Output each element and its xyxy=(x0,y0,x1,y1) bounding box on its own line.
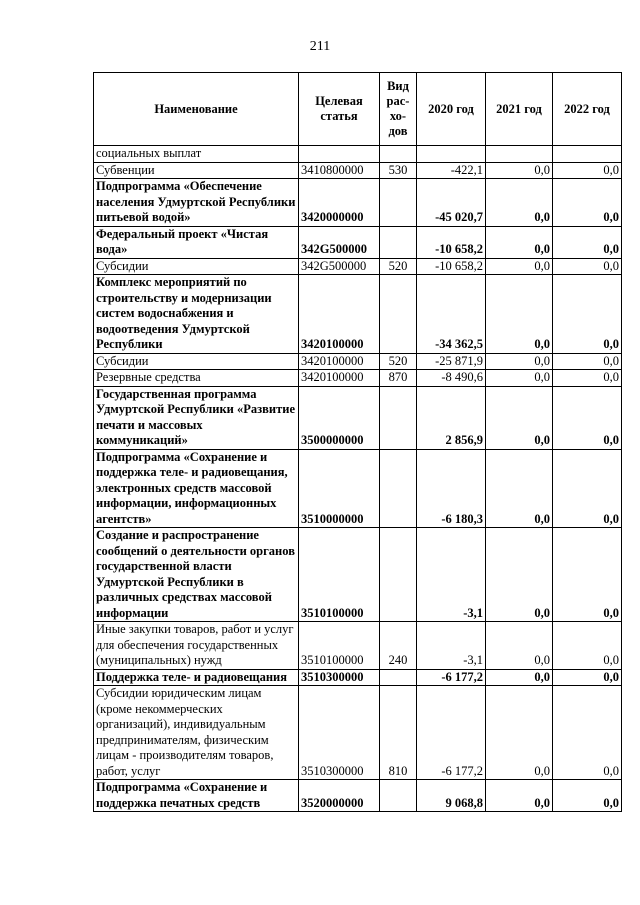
table-row xyxy=(94,162,622,179)
page-number: 211 xyxy=(309,39,331,54)
header-2021: 2021 год xyxy=(486,73,553,146)
cell-y2020: -10 658,2 xyxy=(417,226,486,258)
cell-type xyxy=(380,528,417,622)
cell-type xyxy=(380,669,417,686)
cell-code: 342G500000 xyxy=(299,226,380,258)
table-row xyxy=(94,146,622,163)
cell-code: 3420000000 xyxy=(299,179,380,227)
cell-y2021: 0,0 xyxy=(486,449,553,528)
cell-type: 810 xyxy=(380,686,417,780)
cell-code: 3520000000 xyxy=(299,780,380,812)
table-row xyxy=(94,669,622,686)
table-row xyxy=(94,179,622,227)
cell-y2021: 0,0 xyxy=(486,528,553,622)
cell-y2022: 0,0 xyxy=(553,353,622,370)
cell-name: Федеральный проект «Чистая вода» xyxy=(94,226,299,258)
cell-code: 3500000000 xyxy=(299,386,380,449)
cell-y2022: 0,0 xyxy=(553,622,622,670)
cell-type: 520 xyxy=(380,353,417,370)
cell-code: 3510300000 xyxy=(299,686,380,780)
header-code: Целевая статья xyxy=(299,73,380,146)
table-row xyxy=(94,353,622,370)
cell-y2020: -6 180,3 xyxy=(417,449,486,528)
budget-table xyxy=(93,72,622,812)
cell-y2021: 0,0 xyxy=(486,780,553,812)
header-row xyxy=(94,73,622,146)
cell-y2021: 0,0 xyxy=(486,386,553,449)
cell-code: 3410800000 xyxy=(299,162,380,179)
cell-name: Субсидии xyxy=(94,258,299,275)
table-row xyxy=(94,275,622,354)
cell-y2020: -8 490,6 xyxy=(417,370,486,387)
cell-y2022: 0,0 xyxy=(553,528,622,622)
cell-name: Комплекс мероприятий по строительству и модернизации систем водоснабжения и водоотведения Удмуртской Республики xyxy=(94,275,299,354)
cell-name: Подпрограмма «Сохранение и поддержка теле- и радиовещания, электронных средств массовой информации, информационных агентств» xyxy=(94,449,299,528)
cell-y2021: 0,0 xyxy=(486,258,553,275)
cell-y2022: 0,0 xyxy=(553,669,622,686)
cell-y2022: 0,0 xyxy=(553,275,622,354)
cell-name: Субсидии юридическим лицам (кроме некоммерческих организаций), индивидуальным предпринимателям, физическим лицам - производителям товаров, работ, услуг xyxy=(94,686,299,780)
cell-code: 3510300000 xyxy=(299,669,380,686)
cell-type: 530 xyxy=(380,162,417,179)
cell-y2022: 0,0 xyxy=(553,780,622,812)
table-row xyxy=(94,226,622,258)
cell-y2021: 0,0 xyxy=(486,370,553,387)
cell-y2020 xyxy=(417,146,486,163)
cell-code: 3420100000 xyxy=(299,353,380,370)
cell-name: Подпрограмма «Сохранение и поддержка печатных средств xyxy=(94,780,299,812)
cell-y2021: 0,0 xyxy=(486,162,553,179)
cell-name: Субсидии xyxy=(94,353,299,370)
table-row xyxy=(94,622,622,670)
table-row xyxy=(94,528,622,622)
cell-y2020: -6 177,2 xyxy=(417,669,486,686)
cell-name: Иные закупки товаров, работ и услуг для обеспечения государственных (муниципальных) нужд xyxy=(94,622,299,670)
cell-name: Субвенции xyxy=(94,162,299,179)
header-2020: 2020 год xyxy=(417,73,486,146)
cell-type xyxy=(380,386,417,449)
cell-code: 3420100000 xyxy=(299,275,380,354)
table-row xyxy=(94,258,622,275)
table-row xyxy=(94,386,622,449)
cell-type xyxy=(380,226,417,258)
cell-y2020: -45 020,7 xyxy=(417,179,486,227)
header-2022: 2022 год xyxy=(553,73,622,146)
cell-y2022: 0,0 xyxy=(553,449,622,528)
cell-name: социальных выплат xyxy=(94,146,299,163)
cell-y2022: 0,0 xyxy=(553,386,622,449)
cell-y2020: -25 871,9 xyxy=(417,353,486,370)
cell-type xyxy=(380,780,417,812)
cell-y2021: 0,0 xyxy=(486,353,553,370)
cell-type: 870 xyxy=(380,370,417,387)
table-row xyxy=(94,370,622,387)
header-name: Наименование xyxy=(94,73,299,146)
cell-y2022: 0,0 xyxy=(553,370,622,387)
cell-name: Создание и распространение сообщений о деятельности органов государственной власти Удмуртской Республики в различных средствах массовой информации xyxy=(94,528,299,622)
cell-code xyxy=(299,146,380,163)
cell-y2021: 0,0 xyxy=(486,226,553,258)
cell-type: 240 xyxy=(380,622,417,670)
cell-y2022: 0,0 xyxy=(553,686,622,780)
cell-type xyxy=(380,275,417,354)
cell-y2020: -6 177,2 xyxy=(417,686,486,780)
cell-code: 3510100000 xyxy=(299,528,380,622)
cell-type xyxy=(380,179,417,227)
cell-y2022: 0,0 xyxy=(553,162,622,179)
cell-code: 3420100000 xyxy=(299,370,380,387)
cell-y2021: 0,0 xyxy=(486,669,553,686)
table-row xyxy=(94,686,622,780)
cell-y2021: 0,0 xyxy=(486,686,553,780)
cell-y2021 xyxy=(486,146,553,163)
cell-y2022 xyxy=(553,146,622,163)
cell-code: 342G500000 xyxy=(299,258,380,275)
cell-type: 520 xyxy=(380,258,417,275)
cell-y2022: 0,0 xyxy=(553,258,622,275)
table-row xyxy=(94,449,622,528)
cell-y2020: -10 658,2 xyxy=(417,258,486,275)
cell-code: 3510100000 xyxy=(299,622,380,670)
cell-y2020: -422,1 xyxy=(417,162,486,179)
cell-y2021: 0,0 xyxy=(486,179,553,227)
cell-name: Подпрограмма «Обеспечение населения Удмуртской Республики питьевой водой» xyxy=(94,179,299,227)
table-row xyxy=(94,780,622,812)
cell-y2022: 0,0 xyxy=(553,226,622,258)
cell-y2022: 0,0 xyxy=(553,179,622,227)
cell-y2020: -34 362,5 xyxy=(417,275,486,354)
cell-name: Государственная программа Удмуртской Республики «Развитие печати и массовых коммуникаций» xyxy=(94,386,299,449)
cell-name: Резервные средства xyxy=(94,370,299,387)
cell-y2020: -3,1 xyxy=(417,622,486,670)
cell-y2021: 0,0 xyxy=(486,275,553,354)
cell-code: 3510000000 xyxy=(299,449,380,528)
cell-name: Поддержка теле- и радиовещания xyxy=(94,669,299,686)
cell-y2021: 0,0 xyxy=(486,622,553,670)
cell-y2020: 2 856,9 xyxy=(417,386,486,449)
cell-y2020: -3,1 xyxy=(417,528,486,622)
cell-type xyxy=(380,146,417,163)
header-type: Вид рас- хо- дов xyxy=(380,73,417,146)
cell-y2020: 9 068,8 xyxy=(417,780,486,812)
cell-type xyxy=(380,449,417,528)
